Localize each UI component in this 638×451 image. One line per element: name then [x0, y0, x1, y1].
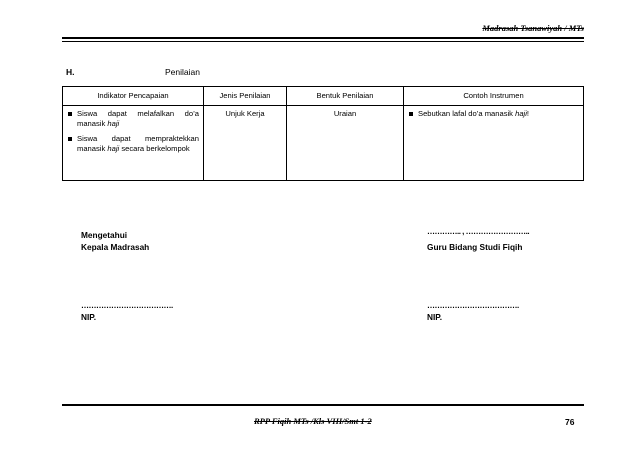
header-title: Madrasah Tsanawiyah / MTs	[482, 23, 584, 33]
cell-instrumen	[404, 106, 584, 181]
header-divider-thin	[62, 41, 584, 42]
cell-jenis: Unjuk Kerja	[204, 106, 287, 181]
signature-right-nip: NIP.	[427, 312, 443, 322]
indicator-list	[67, 109, 199, 154]
signature-right-role: Guru Bidang Studi Fiqih	[427, 242, 523, 252]
list-item: Sebutkan lafal do’a manasik haji!	[408, 109, 579, 119]
table-row	[63, 106, 584, 181]
cell-indikator	[63, 106, 204, 181]
header-indikator: Indikator Pencapaian	[63, 87, 204, 106]
list-item: Siswa dapat melafalkan do’a manasik haji	[67, 109, 199, 129]
signature-left-line: ……………………………….	[81, 301, 173, 310]
section-number: H.	[66, 67, 75, 77]
header-divider	[62, 37, 584, 39]
signature-left-nip: NIP.	[81, 312, 97, 322]
page-number: 76	[565, 417, 575, 427]
header-bentuk: Bentuk Penilaian	[287, 87, 404, 106]
header-jenis: Jenis Penilaian	[204, 87, 287, 106]
assessment-table	[62, 86, 584, 181]
signature-left-role: Kepala Madrasah	[81, 242, 150, 252]
section-title: Penilaian	[165, 67, 200, 77]
cell-bentuk: Uraian	[287, 106, 404, 181]
signature-left-label: Mengetahui	[81, 230, 128, 240]
table-header-row	[63, 87, 584, 106]
signature-right-line: ……………………………….	[427, 301, 519, 310]
list-item: Siswa dapat mempraktekkan manasik haji secara berkelompok	[67, 134, 199, 154]
footer-divider	[62, 404, 584, 406]
footer-title: RPP Fiqih MTs /Kls VIII/Smt 1-2	[254, 416, 372, 426]
header-instrumen: Contoh Instrumen	[404, 87, 584, 106]
signature-right-place-date: ………….. , ……………………..	[427, 227, 530, 236]
